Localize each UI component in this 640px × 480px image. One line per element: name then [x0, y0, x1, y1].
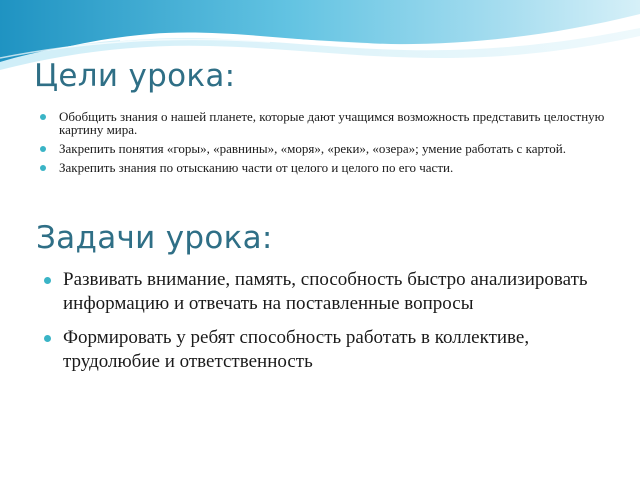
- bullet-icon: [40, 146, 46, 152]
- list-item: [44, 326, 604, 374]
- list-item: [40, 142, 620, 155]
- task-text: Развивать внимание, память, способность быстро анализировать информацию и отвечать на поставленные вопросы: [63, 269, 588, 314]
- tasks-list: [44, 268, 604, 384]
- goal-text: Закрепить знания по отысканию части от целого и целого по его части.: [59, 160, 454, 175]
- list-item: [40, 110, 620, 136]
- bullet-icon: [44, 335, 51, 342]
- goal-text: Закрепить понятия «горы», «равнины», «моря», «реки», «озера»; умение работать с картой.: [59, 141, 567, 156]
- goals-list: [40, 110, 620, 180]
- bullet-icon: [44, 277, 51, 284]
- tasks-heading: Задачи урока:: [36, 220, 273, 256]
- list-item: [40, 161, 620, 174]
- task-text: Формировать у ребят способность работать в коллективе, трудолюбие и ответственность: [63, 327, 530, 372]
- bullet-icon: [40, 165, 46, 171]
- goal-text: Обобщить знания о нашей планете, которые дают учащимся возможность представить целостную картину мира.: [59, 109, 605, 137]
- list-item: [44, 268, 604, 316]
- goals-heading: Цели урока:: [34, 58, 236, 94]
- bullet-icon: [40, 114, 46, 120]
